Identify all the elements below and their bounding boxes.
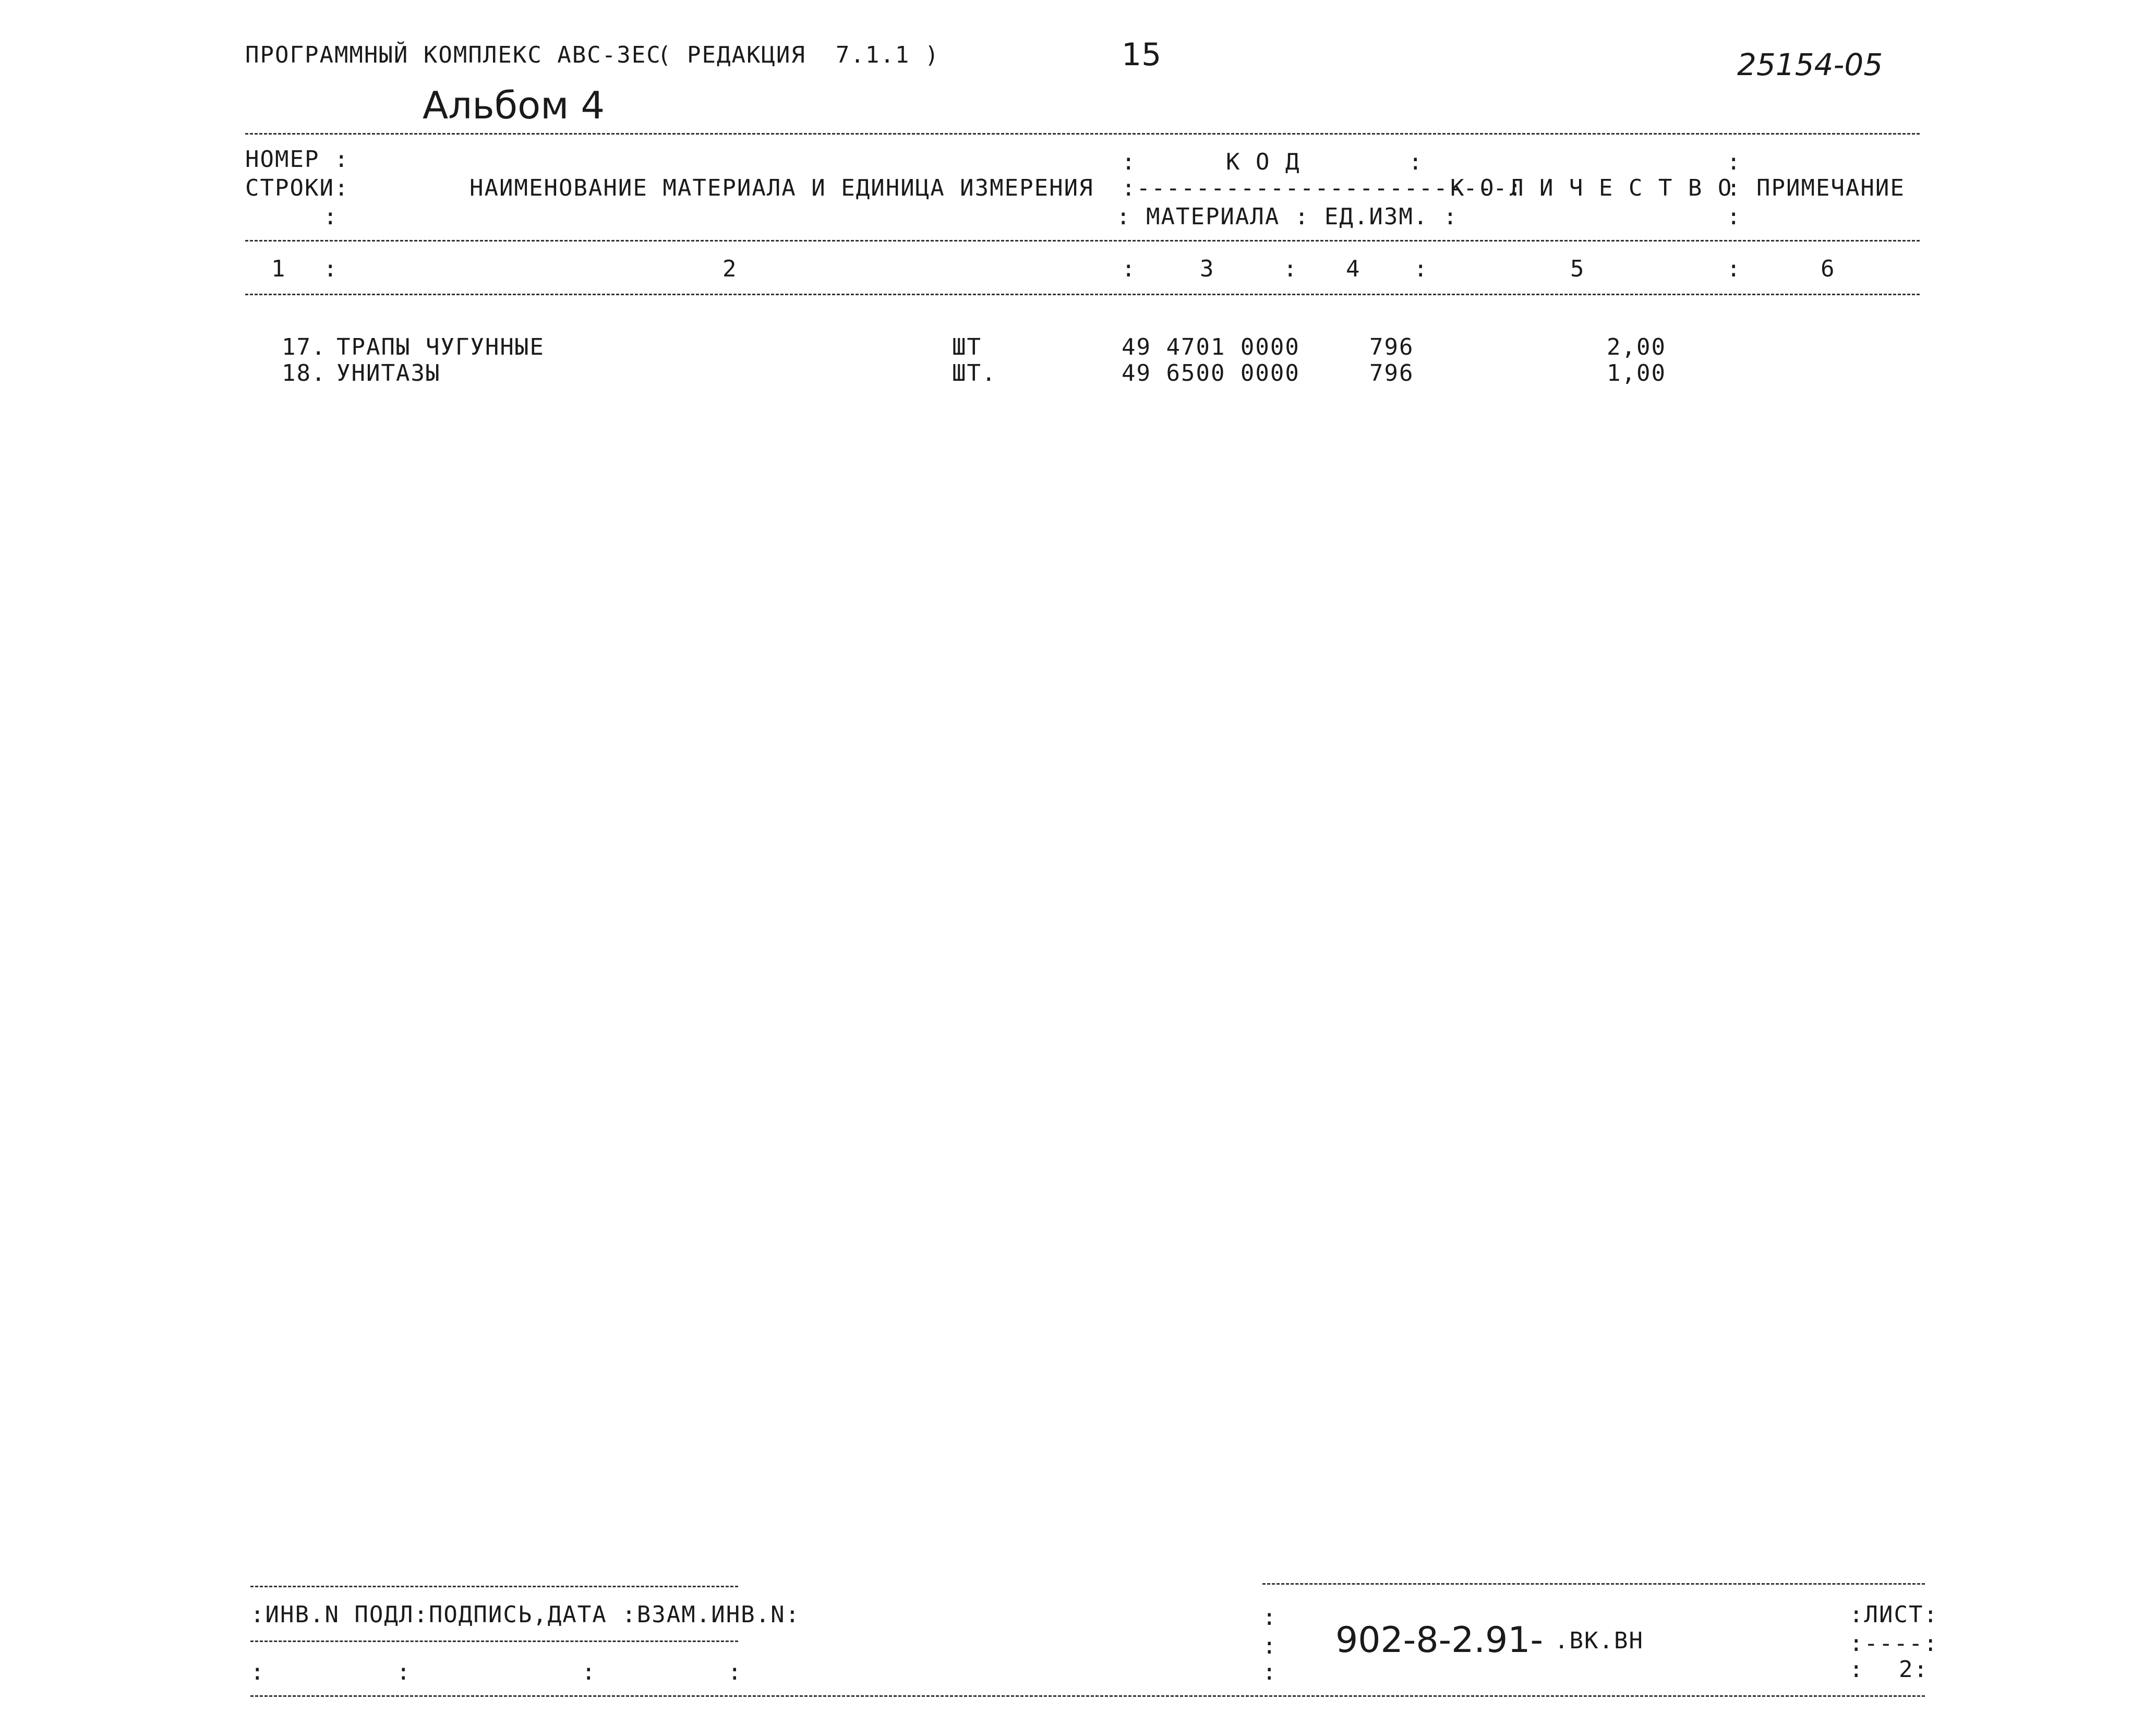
document-code: 902-8-2.91- bbox=[1335, 1620, 1544, 1661]
row-name: УНИТАЗЫ bbox=[336, 360, 441, 387]
document-suffix: .ВК.ВН bbox=[1555, 1627, 1644, 1654]
handwritten-code: 25154-05 bbox=[1737, 47, 1883, 82]
column-number-3: 3 bbox=[1200, 256, 1215, 282]
row-unit-code: 796 bbox=[1369, 360, 1414, 387]
sheet-number: 2: bbox=[1899, 1656, 1929, 1683]
footer-divider-bottom bbox=[250, 1695, 1925, 1697]
col-sep: : bbox=[1414, 256, 1429, 282]
col-sep-code-right: : bbox=[1408, 149, 1424, 175]
row-unit: ШТ bbox=[952, 334, 982, 360]
inventory-cell-sep: : bbox=[728, 1659, 743, 1685]
note-column-header: : ПРИМЕЧАНИЕ bbox=[1727, 175, 1905, 201]
name-column-header: НАИМЕНОВАНИЕ МАТЕРИАЛА И ЕДИНИЦА ИЗМЕРЕНИЯ bbox=[469, 175, 1094, 201]
stamp-divider-top bbox=[1262, 1583, 1925, 1585]
row-unit-code: 796 bbox=[1369, 334, 1414, 360]
footer-divider bbox=[250, 1640, 738, 1642]
program-title: ПРОГРАММНЫЙ КОМПЛЕКС АВС-ЗЕС bbox=[245, 42, 661, 68]
column-number-4: 4 bbox=[1346, 256, 1361, 282]
row-material-code: 49 4701 0000 bbox=[1122, 334, 1300, 360]
inventory-cell-sep: : bbox=[396, 1659, 412, 1685]
sheet-number-sep: : bbox=[1849, 1656, 1864, 1683]
row-material-code: 49 6500 0000 bbox=[1122, 360, 1300, 387]
header-divider-middle bbox=[245, 240, 1920, 242]
album-label: Альбом 4 bbox=[423, 83, 605, 127]
quantity-column-header: К О Л И Ч Е С Т В О bbox=[1450, 175, 1733, 201]
code-column-header: К О Д bbox=[1226, 149, 1300, 175]
row-unit: ШТ. bbox=[952, 360, 997, 387]
row-quantity: 1,00 bbox=[1607, 360, 1666, 387]
col-sep-note-bottom: : bbox=[1727, 203, 1742, 230]
inventory-labels: :ИНВ.N ПОДЛ:ПОДПИСЬ,ДАТА :ВЗАМ.ИНВ.N: bbox=[250, 1601, 801, 1628]
code-divider: :-------------------------: bbox=[1122, 175, 1523, 201]
row-name: ТРАПЫ ЧУГУННЫЕ bbox=[336, 334, 545, 360]
column-number-1: 1 bbox=[271, 256, 286, 282]
header-divider-top bbox=[245, 133, 1920, 135]
stamp-sep: : bbox=[1262, 1633, 1278, 1659]
header-divider-bottom bbox=[245, 294, 1920, 295]
row-index: 17. bbox=[282, 334, 327, 360]
footer-divider bbox=[250, 1586, 738, 1587]
column-number-5: 5 bbox=[1570, 256, 1585, 282]
col-sep-note-top: : bbox=[1727, 149, 1742, 175]
col-sep: : bbox=[1122, 256, 1137, 282]
row-number-header-1: НОМЕР : bbox=[245, 146, 350, 173]
code-subheader: : МАТЕРИАЛА : ЕД.ИЗМ. : bbox=[1116, 203, 1459, 230]
column-number-6: 6 bbox=[1821, 256, 1836, 282]
stamp-sep: : bbox=[1262, 1604, 1278, 1631]
sheet-divider: :----: bbox=[1849, 1630, 1938, 1657]
column-number-2: 2 bbox=[722, 256, 738, 282]
inventory-cell-sep: : bbox=[250, 1659, 266, 1685]
stamp-sep: : bbox=[1262, 1659, 1278, 1685]
row-number-header-3: : bbox=[323, 203, 339, 230]
edition-label: ( РЕДАКЦИЯ 7.1.1 ) bbox=[657, 42, 940, 68]
col-sep: : bbox=[323, 256, 339, 282]
col-sep-code-left: : bbox=[1122, 149, 1137, 175]
col-sep: : bbox=[1283, 256, 1298, 282]
inventory-cell-sep: : bbox=[582, 1659, 597, 1685]
row-quantity: 2,00 bbox=[1607, 334, 1666, 360]
row-index: 18. bbox=[282, 360, 327, 387]
sheet-label: :ЛИСТ: bbox=[1849, 1601, 1938, 1628]
row-number-header-2: СТРОКИ: bbox=[245, 175, 350, 201]
page-number: 15 bbox=[1122, 37, 1162, 73]
col-sep: : bbox=[1727, 256, 1742, 282]
